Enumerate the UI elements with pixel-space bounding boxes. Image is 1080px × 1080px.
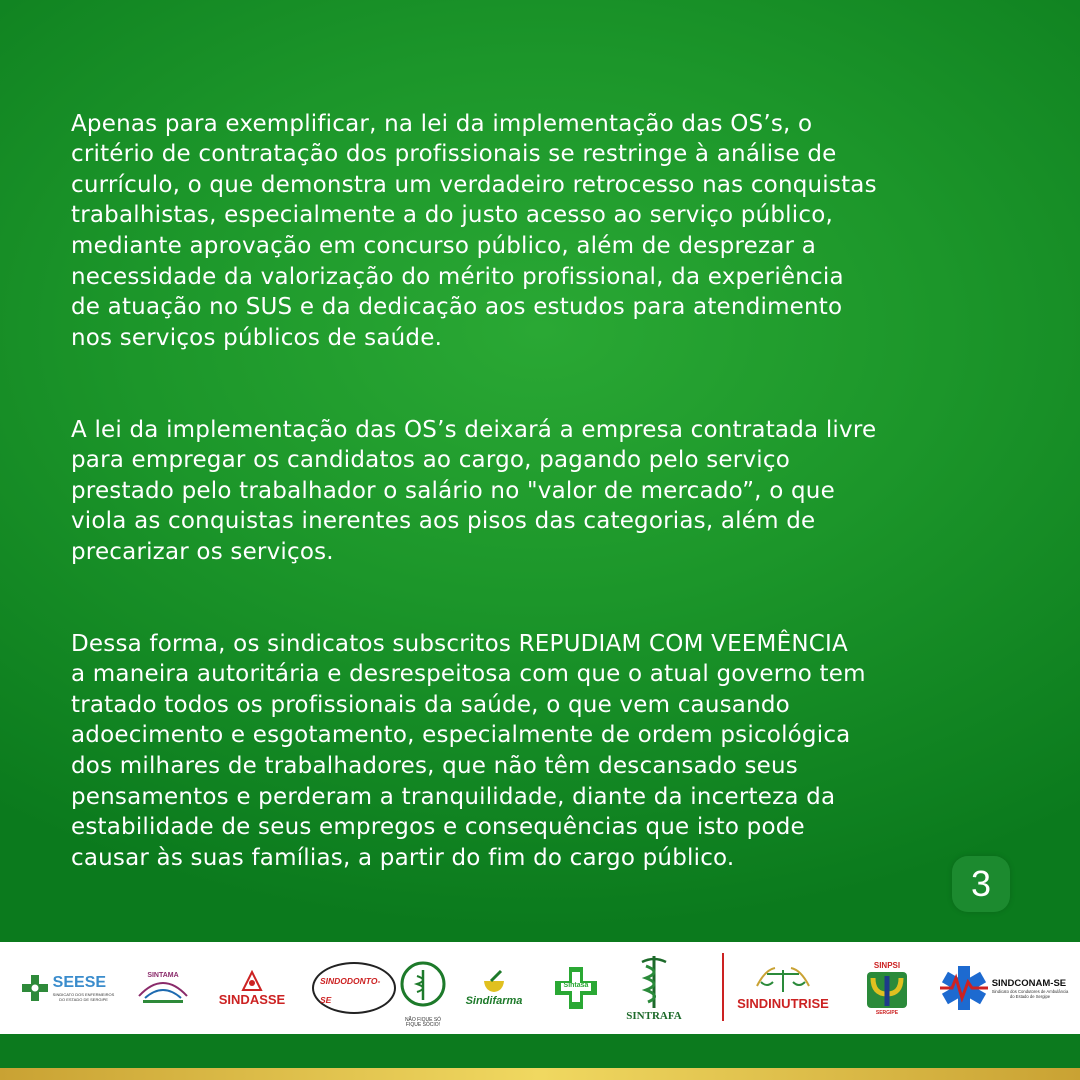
- mortar-pestle-icon: [479, 969, 509, 995]
- footer-band: [0, 1034, 1080, 1068]
- footer-gold-stripe: [0, 1068, 1080, 1080]
- seese-name: SEESE: [52, 974, 107, 991]
- sindinutrise-name: SINDINUTRISE: [737, 995, 829, 1011]
- caduceus-icon: [638, 954, 670, 1010]
- logo-strip: [0, 942, 1080, 1034]
- sindasse-emblem-icon: [239, 970, 265, 992]
- sindifarma-logo: [462, 942, 526, 1034]
- star-of-life-icon: [938, 962, 990, 1014]
- sintrafa-name: SINTRAFA: [626, 1010, 682, 1022]
- scales-icon: [755, 966, 811, 996]
- sindifarma-name: Sindifarma: [465, 995, 523, 1007]
- sintama-logo: [128, 942, 198, 1034]
- sindimed-logo: [396, 942, 450, 1034]
- sindimed-seal-icon: [399, 960, 447, 1016]
- sindconam-name: SINDCONAM-SE: [991, 977, 1067, 989]
- sindconam-sub: Sindicato dos Condutores de Ambulância do Estado de Sergipe: [991, 988, 1069, 999]
- sindconam-logo: [932, 942, 1074, 1034]
- paragraph-3: Dessa forma, os sindicatos subscritos REPUDIAM COM VEEMÊNCIA a maneira autoritária e desrespeitosa com que o atual governo tem tratado todos os profissionais da saúde, o que vem causando adoecimento e esgotamento, especialmente de ordem psicológica dos milhares de trabalhadores, que não têm descansado seus pensamentos e perderam a tranquilidade, diante da incerteza da estabilidade de seus empregos e consequências que isto pode causar às suas famílias, a partir do fim do cargo público.: [71, 630, 866, 871]
- sinpsi-name: SINPSI: [873, 960, 901, 970]
- seese-logo: [18, 942, 116, 1034]
- seese-sub: SINDICATO DOS ENFERMEIROS DO ESTADO DE SERGIPE: [52, 992, 115, 1002]
- sintasa-name: Sintasa: [563, 982, 589, 989]
- logo-divider: [722, 953, 724, 1021]
- paragraph-2: A lei da implementação das OS’s deixará a empresa contratada livre para empregar os candidatos ao cargo, pagando pelo serviço prestado pelo trabalhador o salário no "valor de mercado”, o que viola as conquistas inerentes aos pisos das categorias, além de precarizar os serviços.: [71, 416, 877, 565]
- cross-icon: [20, 973, 50, 1003]
- paragraph-1: Apenas para exemplificar, na lei da implementação das OS’s, o critério de contratação dos profissionais se restringe à análise de currículo, o que demonstra um verdadeiro retrocesso nas conquistas trabalhistas, especialmente a do justo acesso ao serviço público, mediante aprovação em concurso público, além de desprezar a necessidade da valorização do mérito profissional, da experiência de atuação no SUS e da dedicação aos estudos para atendimento nos serviços públicos de saúde.: [71, 110, 877, 351]
- sindasse-logo: [212, 942, 292, 1034]
- sinpsi-sub: SERGIPE: [875, 1009, 899, 1016]
- body-text: [71, 78, 1061, 935]
- sindodonto-name: SINDODONTO-SE: [320, 976, 381, 1005]
- page-number-badge: 3: [952, 856, 1010, 912]
- sintasa-logo: [548, 942, 604, 1034]
- sindinutrise-logo: [728, 942, 838, 1034]
- sinpsi-logo: [862, 942, 912, 1034]
- sintrafa-logo: [612, 942, 696, 1034]
- sindasse-name: SINDASSE: [218, 991, 286, 1007]
- sindimed-motto: NÃO FIQUE SÓ FIQUE SÓCIO!: [404, 1017, 442, 1028]
- psi-symbol-icon: [865, 970, 909, 1010]
- sintama-name: SINTAMA: [147, 972, 179, 979]
- sindodonto-logo: [312, 942, 396, 1034]
